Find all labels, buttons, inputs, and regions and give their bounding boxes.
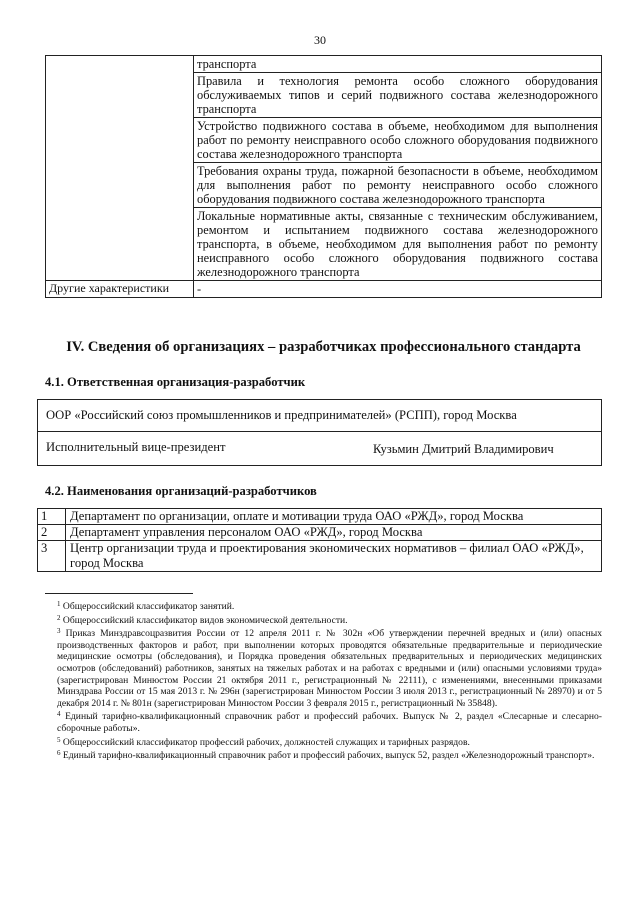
responsible-role: Исполнительный вице-президент xyxy=(46,440,226,454)
requirements-table-continuation xyxy=(45,55,602,298)
table-cell-text: Требования охраны труда, пожарной безопасности в объеме, необходимом для выполнения работ по ремонту неисправного особо сложного оборудования подвижного состава железнодорожного транспорта xyxy=(194,163,602,208)
footnote xyxy=(57,709,602,734)
organization-name: Департамент по организации, оплате и мотивации труда ОАО «РЖД», город Москва xyxy=(66,509,602,525)
row-number: 1 xyxy=(38,509,66,525)
responsible-org-box xyxy=(37,399,602,466)
page-number: 30 xyxy=(314,33,326,47)
footnote-text: Общероссийский классификатор занятий. xyxy=(60,601,235,612)
table-row xyxy=(38,541,602,572)
footnotes xyxy=(57,599,602,762)
responsible-person-name: Кузьмин Дмитрий Владимирович xyxy=(373,442,554,456)
other-characteristics-value: - xyxy=(194,281,602,298)
organization-name: Департамент управления персоналом ОАО «РЖД», город Москва xyxy=(66,525,602,541)
table-cell-text: Устройство подвижного состава в объеме, необходимом для выполнения работ по ремонту неисправного особо сложного оборудования подвижного состава железнодорожного транспорта xyxy=(194,118,602,163)
table-row xyxy=(38,509,602,525)
table-row xyxy=(38,525,602,541)
other-characteristics-label: Другие характеристики xyxy=(46,281,194,298)
footnote-text: Единый тарифно-квалификационный справочник работ и профессий рабочих. Выпуск № 2, раздел «Слесарные и слесарно-сборочные работы». xyxy=(57,711,602,734)
footnote xyxy=(57,626,602,709)
responsible-org-heading: 4.1. Ответственная организация-разработчик xyxy=(45,375,306,389)
footnote-text: Общероссийский классификатор профессий рабочих, должностей служащих и тарифных разрядов. xyxy=(60,736,470,748)
table-cell-text: транспорта xyxy=(194,56,602,73)
table-cell-label xyxy=(46,56,194,281)
section-title: IV. Сведения об организациях – разработчиках профессионального стандарта xyxy=(66,339,581,355)
footnote-text: Общероссийский классификатор видов экономической деятельности. xyxy=(60,614,348,626)
footnote xyxy=(57,735,602,749)
footnote-text: Приказ Минздравсоцразвития России от 12 апреля 2011 г. № 302н «Об утверждении перечней вредных и (или) опасных производственных факторов и работ, при выполнении которых проводятся обязательные предварительные и периодические медицинские осмотры (обследования), и Порядка проведения обязательных предварительных и периодических медицинских осмотров (обследований) работников, занятых на тяжелых работах и на работах с вредными и (или) опасными условиями труда» (зарегистрирован Минюстом России 21 октября 2011 г., регистрационный № 22111), с изменениями, внесенными приказами Минздрава России от 15 мая 2013 г. № 296н (зарегистрирован Минюстом России 3 июля 2013 г., регистрационный № 28970) и от 5 декабря 2014 г. № 801н (зарегистрирован Минюстом России 3 февраля 2015 г., регистрационный № 35848). xyxy=(57,628,602,709)
row-number: 3 xyxy=(38,541,66,572)
developers-table xyxy=(37,508,602,572)
footnote-mark: 4 xyxy=(57,710,61,719)
footnote xyxy=(57,613,602,627)
responsible-org-name: ООР «Российский союз промышленников и предпринимателей» (РСПП), город Москва xyxy=(46,408,517,422)
footnote xyxy=(57,748,602,762)
table-cell-text: Локальные нормативные акты, связанные с техническим обслуживанием, ремонтом и испытанием подвижного состава железнодорожного транспорта, в объеме, необходимом для выполнения работ по ремонту неисправного особо сложного оборудования подвижного состава железнодорожного транспорта xyxy=(194,208,602,281)
table-row-other xyxy=(46,281,602,298)
table-cell-text: Правила и технология ремонта особо сложного оборудования обслуживаемых типов и серий подвижного состава железнодорожного транспорта xyxy=(194,73,602,118)
footnote-mark: 3 xyxy=(57,627,61,636)
footnote xyxy=(57,599,602,613)
footnote-mark: 2 xyxy=(57,613,61,622)
developers-heading: 4.2. Наименования организаций-разработчиков xyxy=(45,484,317,498)
footnote-mark: 5 xyxy=(57,735,61,744)
row-number: 2 xyxy=(38,525,66,541)
divider xyxy=(38,431,601,432)
organization-name: Центр организации труда и проектирования экономических нормативов – филиал ОАО «РЖД», город Москва xyxy=(66,541,602,572)
footnote-mark: 1 xyxy=(57,600,61,608)
footnote-separator xyxy=(45,593,193,594)
footnote-text: Единый тарифно-квалификационный справочник работ и профессий рабочих, выпуск 52, раздел «Железнодорожный транспорт». xyxy=(60,750,595,762)
table-row xyxy=(46,56,602,73)
footnote-mark: 6 xyxy=(57,749,61,758)
